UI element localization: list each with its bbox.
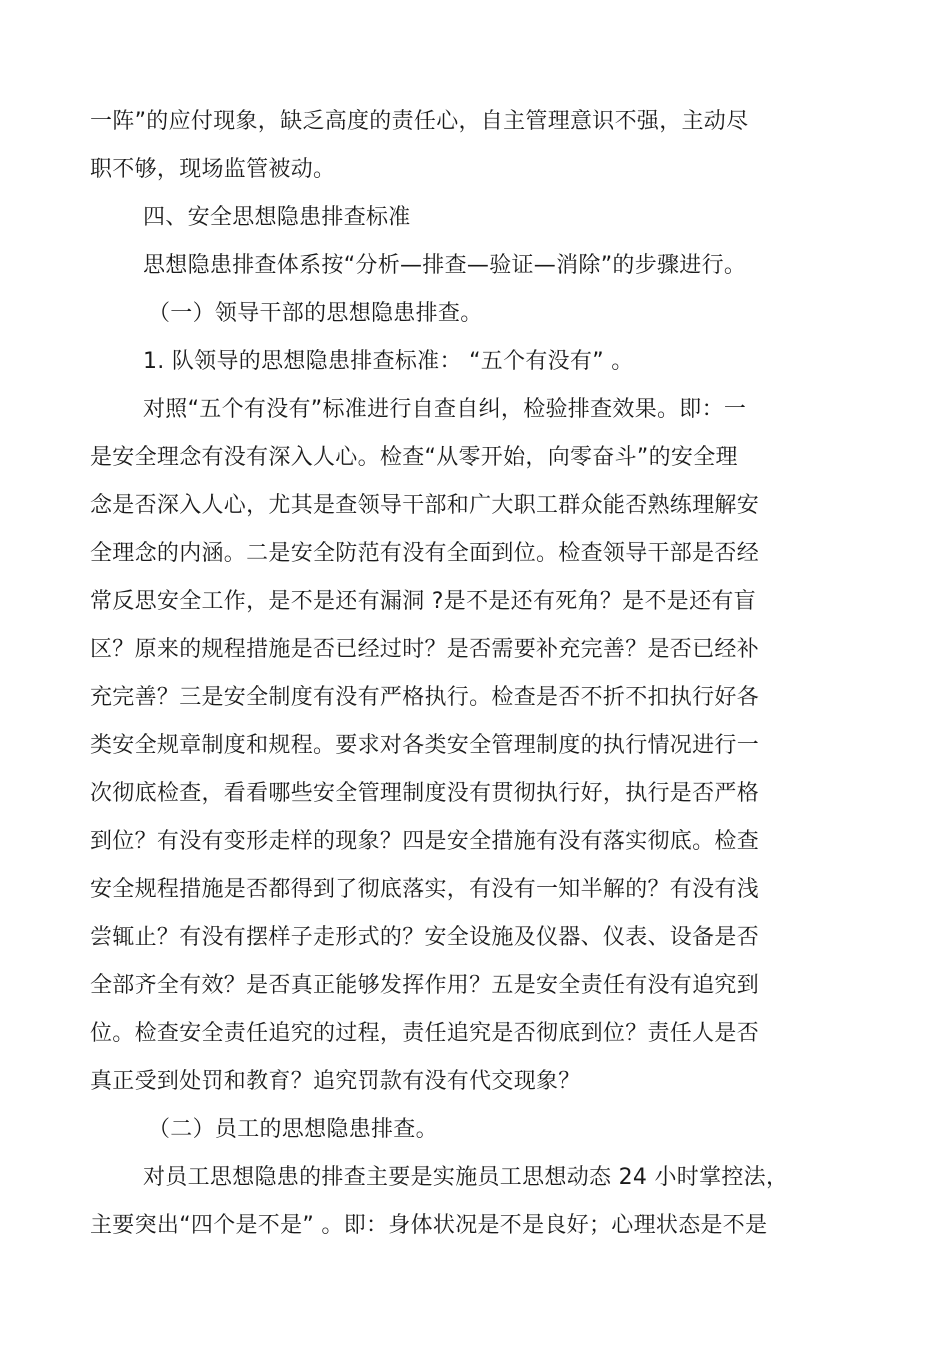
paragraph-line: 职不够，现场监管被动。 [90, 157, 336, 182]
paragraph-line: 念是否深入人心，尤其是查领导干部和广大职工群众能否熟练理解安 [90, 493, 760, 518]
paragraph-line: 真正受到处罚和教育？追究罚款有没有代交现象？ [90, 1069, 581, 1094]
paragraph-line: 是安全理念有没有深入人心。检查“从零开始，向零奋斗”的安全理 [90, 445, 738, 470]
section-heading: 四、安全思想隐患排查标准 [143, 205, 411, 230]
subsection-heading: （二）员工的思想隐患排查。 [148, 1117, 438, 1142]
paragraph-line: 尝辄止？有没有摆样子走形式的？安全设施及仪器、仪表、设备是否 [90, 925, 760, 950]
paragraph-line: 全部齐全有效？是否真正能够发挥作用？五是安全责任有没有追究到 [90, 973, 760, 998]
paragraph-line: 区？原来的规程措施是否已经过时？是否需要补充完善？是否已经补 [90, 637, 760, 662]
paragraph-line: 到位？有没有变形走样的现象？四是安全措施有没有落实彻底。检查 [90, 829, 760, 854]
paragraph-line: 思想隐患排查体系按“分析—排查—验证—消除”的步骤进行。 [143, 253, 747, 278]
paragraph-line: 类安全规章制度和规程。要求对各类安全管理制度的执行情况进行一 [90, 733, 760, 758]
paragraph-line: 安全规程措施是否都得到了彻底落实，有没有一知半解的？有没有浅 [90, 877, 760, 902]
paragraph-line: 对照“五个有没有”标准进行自查自纠，检验排查效果。即：一 [143, 397, 747, 422]
paragraph-line: 常反思安全工作，是不是还有漏洞 ?是不是还有死角？是不是还有盲 [90, 589, 756, 614]
paragraph-line: 充完善？三是安全制度有没有严格执行。检查是否不折不扣执行好各 [90, 685, 760, 710]
paragraph-line: 一阵”的应付现象，缺乏高度的责任心，自主管理意识不强，主动尽 [90, 109, 749, 134]
paragraph-line: 位。检查安全责任追究的过程，责任追究是否彻底到位？责任人是否 [90, 1021, 760, 1046]
paragraph-line: 次彻底检查，看看哪些安全管理制度没有贯彻执行好，执行是否严格 [90, 781, 760, 806]
paragraph-line: 全理念的内涵。二是安全防范有没有全面到位。检查领导干部是否经 [90, 541, 760, 566]
paragraph-line: 主要突出“四个是不是” 。即：身体状况是不是良好；心理状态是不是 [90, 1213, 768, 1238]
subsection-heading: （一）领导干部的思想隐患排查。 [148, 301, 483, 326]
paragraph-line: 对员工思想隐患的排查主要是实施员工思想动态 24 小时掌控法， [143, 1165, 789, 1190]
list-item-heading: 1. 队领导的思想隐患排查标准： “五个有没有” 。 [143, 349, 634, 374]
